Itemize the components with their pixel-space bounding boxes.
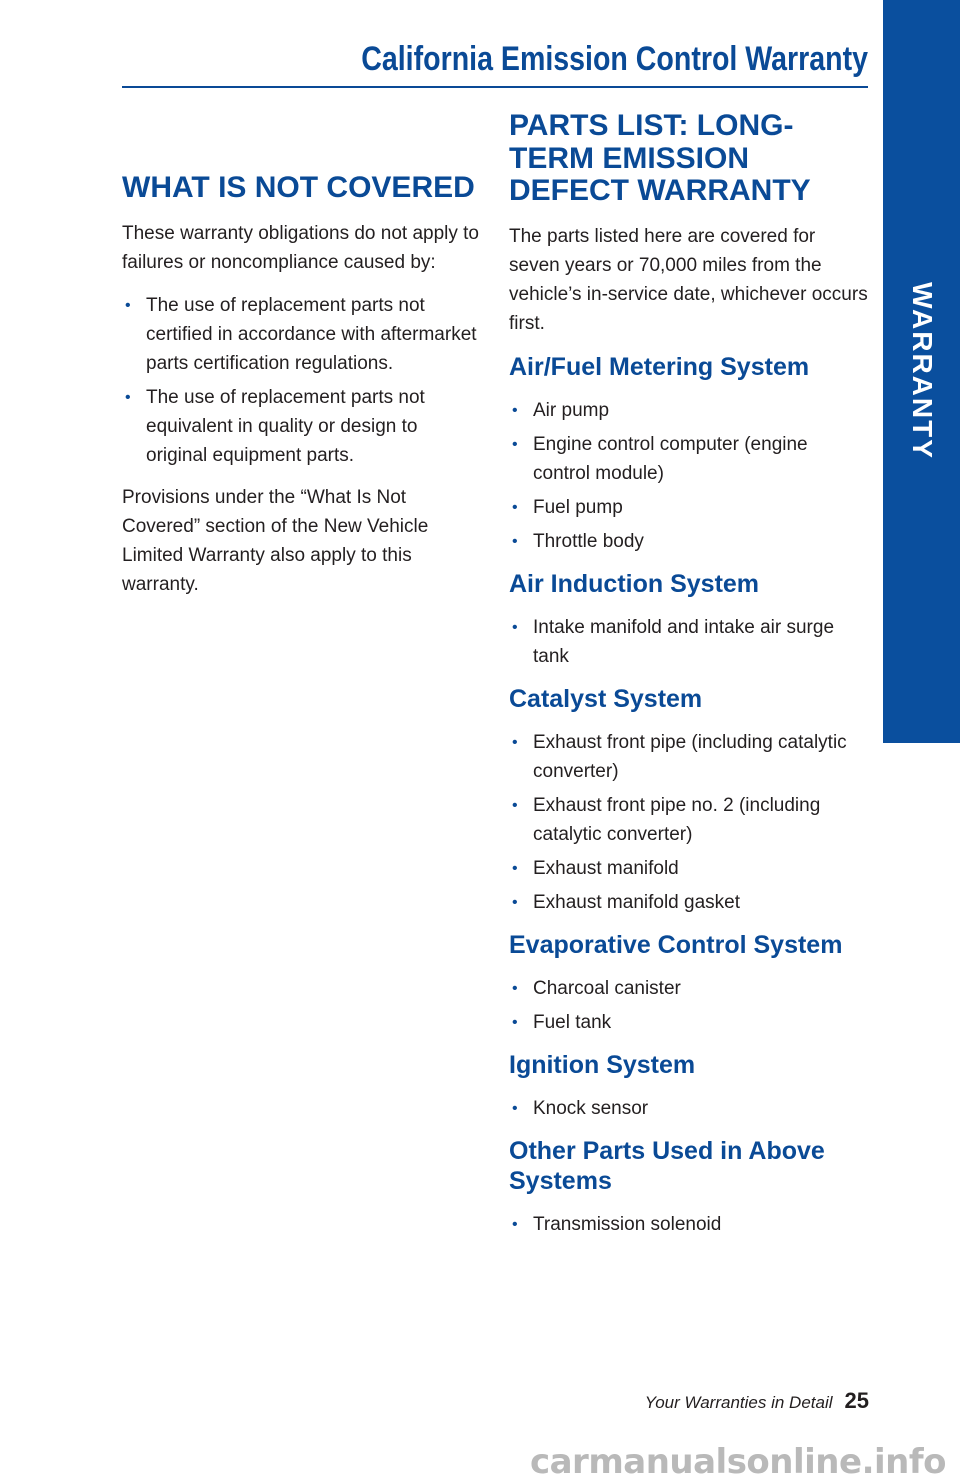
list-item: • Fuel pump <box>509 493 869 522</box>
bullet-icon: • <box>125 296 131 314</box>
section-side-tab <box>883 0 960 743</box>
parts-list <box>509 613 869 671</box>
left-column <box>122 172 482 613</box>
footer-caption: Your Warranties in Detail <box>644 1393 833 1412</box>
list-item: • The use of replacement parts not certified in accordance with aftermarket parts certification regulations. <box>122 291 482 378</box>
parts-list <box>509 1210 869 1239</box>
list-item: • Fuel tank <box>509 1008 869 1037</box>
list-item: • Exhaust manifold gasket <box>509 888 869 917</box>
section-heading: Ignition System <box>509 1050 696 1079</box>
page-title: California Emission Control Warranty <box>361 40 868 78</box>
list-item: • The use of replacement parts not equivalent in quality or design to original equipment parts. <box>122 383 482 470</box>
bullet-icon: • <box>512 893 518 911</box>
watermark-text: carmanualsonline.info <box>529 1442 946 1482</box>
bullet-icon: • <box>125 388 131 406</box>
parts-list <box>509 728 869 917</box>
section-heading: Catalyst System <box>509 684 703 713</box>
section-heading: Other Parts Used in Above Systems <box>509 1136 825 1195</box>
not-covered-heading: WHAT IS NOT COVERED <box>122 171 475 204</box>
bullet-icon: • <box>512 498 518 516</box>
parts-list <box>509 1094 869 1123</box>
list-item: • Charcoal canister <box>509 974 869 1003</box>
section-heading: Air Induction System <box>509 569 760 598</box>
bullet-icon: • <box>512 796 518 814</box>
list-item: • Intake manifold and intake air surge tank <box>509 613 869 671</box>
not-covered-closing: Provisions under the “What Is Not Covered” section of the New Vehicle Limited Warranty also apply to this warranty. <box>122 486 429 595</box>
bullet-icon: • <box>512 859 518 877</box>
list-item: • Exhaust manifold <box>509 854 869 883</box>
not-covered-list <box>122 291 482 470</box>
bullet-icon: • <box>512 979 518 997</box>
list-item: • Knock sensor <box>509 1094 869 1123</box>
parts-list <box>509 396 869 556</box>
bullet-icon: • <box>512 435 518 453</box>
bullet-icon: • <box>512 1215 518 1233</box>
bullet-icon: • <box>512 532 518 550</box>
list-item: • Air pump <box>509 396 869 425</box>
list-item: • Exhaust front pipe no. 2 (including catalytic converter) <box>509 791 869 849</box>
bullet-icon: • <box>512 618 518 636</box>
not-covered-intro: These warranty obligations do not apply to failures or noncompliance caused by: <box>122 222 479 273</box>
side-tab-label: WARRANTY <box>906 282 938 460</box>
list-item: • Throttle body <box>509 527 869 556</box>
watermark-strip <box>0 1436 960 1482</box>
section-heading: Air/Fuel Metering System <box>509 352 810 381</box>
list-item: • Transmission solenoid <box>509 1210 869 1239</box>
bullet-icon: • <box>512 401 518 419</box>
list-item: • Engine control computer (engine control module) <box>509 430 869 488</box>
bullet-icon: • <box>512 733 518 751</box>
header-divider <box>122 86 868 88</box>
right-column <box>509 110 869 1252</box>
parts-list <box>509 974 869 1037</box>
bullet-icon: • <box>512 1013 518 1031</box>
section-heading: Evaporative Control System <box>509 930 843 959</box>
page-number: 25 <box>844 1388 869 1413</box>
list-item: • Exhaust front pipe (including catalytic converter) <box>509 728 869 786</box>
parts-list-intro: The parts listed here are covered for seven years or 70,000 miles from the vehicle’s in-service date, whichever occurs first. <box>509 225 868 334</box>
bullet-icon: • <box>512 1099 518 1117</box>
parts-list-heading: PARTS LIST: LONG-TERM EMISSION DEFECT WARRANTY <box>509 109 811 207</box>
page-footer <box>645 1388 869 1414</box>
